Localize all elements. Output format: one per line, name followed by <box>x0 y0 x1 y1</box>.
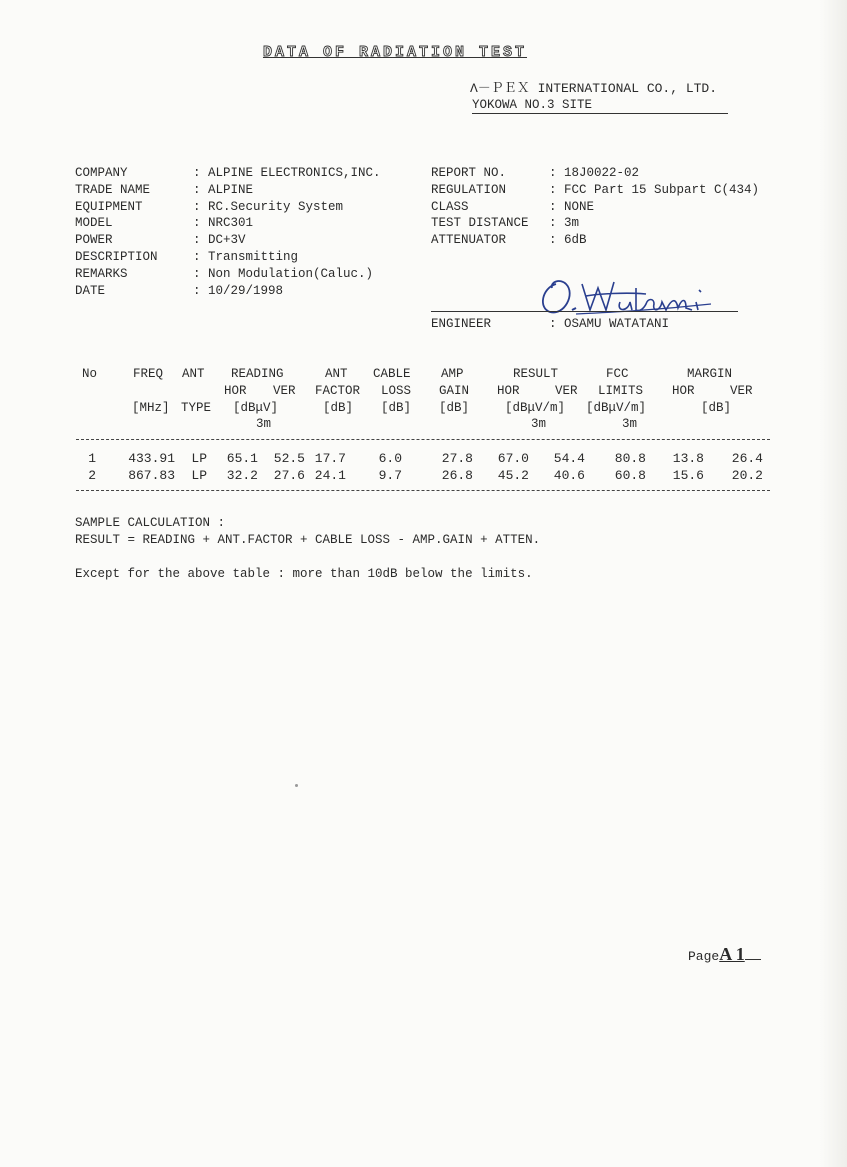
info-value: : NRC301 <box>193 216 254 231</box>
info-key: POWER <box>75 233 113 248</box>
info-row <box>431 215 579 232</box>
header-margin-unit: [dB] <box>701 401 732 415</box>
header-reading-ver: VER <box>273 384 296 398</box>
cell-res-hor: 67.0 <box>497 451 529 466</box>
cell-rd-ver: 52.5 <box>273 451 305 466</box>
cell-no: 2 <box>88 468 96 483</box>
header-fcc-unit: [dBμV/m] <box>586 401 647 415</box>
cell-fcc: 80.8 <box>614 451 646 466</box>
cell-amp: 26.8 <box>441 468 473 483</box>
cell-mg-ver: 26.4 <box>731 451 763 466</box>
info-value: : RC.Security System <box>193 199 344 214</box>
limits-note: Except for the above table : more than 10dB below the limits. <box>75 567 533 581</box>
cell-no: 1 <box>88 451 96 466</box>
info-row <box>431 182 759 199</box>
cell-rd-ver: 27.6 <box>273 468 305 483</box>
header-amp-unit: [dB] <box>439 401 470 415</box>
info-value: : ALPINE <box>193 182 254 197</box>
engineer-name: : OSAMU WATATANI <box>549 317 670 331</box>
page-underline <box>745 959 761 960</box>
header-margin: MARGIN <box>687 367 733 381</box>
info-row <box>75 182 253 199</box>
info-value: : ALPINE ELECTRONICS,INC. <box>193 166 381 180</box>
page-id: A 1 <box>719 944 745 964</box>
info-value: : 10/29/1998 <box>193 283 284 298</box>
info-key: ATTENUATOR <box>431 233 507 248</box>
cell-freq: 867.83 <box>128 468 175 483</box>
info-key: REPORT NO. <box>431 166 507 180</box>
signature-line <box>431 311 738 312</box>
sample-formula: RESULT = READING + ANT.FACTOR + CABLE LOSS - AMP.GAIN + ATTEN. <box>75 533 541 547</box>
cell-res-ver: 40.6 <box>553 468 585 483</box>
header-result-dist: 3m <box>531 417 547 431</box>
cell-ant: LP <box>191 451 207 466</box>
info-row <box>75 232 246 249</box>
info-key: REGULATION <box>431 182 507 197</box>
info-key: MODEL <box>75 216 113 231</box>
cell-res-hor: 45.2 <box>497 468 529 483</box>
header-cable-2: LOSS <box>381 384 412 398</box>
cell-mg-hor: 15.6 <box>672 468 704 483</box>
header-cable-1: CABLE <box>373 367 411 381</box>
scan-speck <box>295 784 298 787</box>
cell-fcc: 60.8 <box>614 468 646 483</box>
info-row <box>431 165 639 182</box>
header-ant-type: TYPE <box>181 401 212 415</box>
info-key: TEST DISTANCE <box>431 216 529 231</box>
header-fcc-1: FCC <box>606 367 629 381</box>
header-reading-unit: [dBμV] <box>233 401 279 415</box>
header-reading-dist: 3m <box>256 417 272 431</box>
info-value: : DC+3V <box>193 233 246 248</box>
info-key: DESCRIPTION <box>75 250 158 264</box>
info-value: : 6dB <box>549 233 587 248</box>
header-result-hor: HOR <box>497 384 520 398</box>
header-ant-factor-2: FACTOR <box>315 384 361 398</box>
cell-cable: 9.7 <box>378 468 402 483</box>
cell-res-ver: 54.4 <box>553 451 585 466</box>
header-result-unit: [dBμV/m] <box>505 401 566 415</box>
header-margin-ver: VER <box>730 384 753 398</box>
header-fcc-2: LIMITS <box>598 384 644 398</box>
test-site: YOKOWA NO.3 SITE <box>472 97 728 114</box>
cell-mg-ver: 20.2 <box>731 468 763 483</box>
info-value: : 3m <box>549 216 580 231</box>
header-amp-2: GAIN <box>439 384 470 398</box>
table-bottom-rule <box>76 490 770 491</box>
engineer-label: ENGINEER <box>431 317 492 331</box>
info-row <box>75 249 298 266</box>
info-row <box>431 232 587 249</box>
info-row <box>75 199 343 216</box>
cell-cable: 6.0 <box>378 451 402 466</box>
info-key: CLASS <box>431 199 469 214</box>
info-value: : FCC Part 15 Subpart C(434) <box>549 182 760 197</box>
header-reading: READING <box>231 367 284 381</box>
cell-amp: 27.8 <box>441 451 473 466</box>
info-key: EQUIPMENT <box>75 199 143 214</box>
info-key: COMPANY <box>75 166 128 180</box>
header-freq-unit: [MHz] <box>132 401 170 415</box>
info-row <box>75 283 283 300</box>
cell-rd-hor: 32.2 <box>226 468 258 483</box>
header-ant-factor-unit: [dB] <box>323 401 354 415</box>
cell-ant-factor: 17.7 <box>314 451 346 466</box>
cell-rd-hor: 65.1 <box>226 451 258 466</box>
header-result: RESULT <box>513 367 559 381</box>
lab-name: Λ－ＰＥＸ INTERNATIONAL CO., LTD. <box>470 81 718 96</box>
info-row <box>75 266 373 283</box>
info-key: TRADE NAME <box>75 182 151 197</box>
header-result-ver: VER <box>555 384 578 398</box>
header-ant-factor-1: ANT <box>325 367 348 381</box>
header-fcc-dist: 3m <box>622 417 638 431</box>
cell-ant-factor: 24.1 <box>314 468 346 483</box>
header-no: No <box>82 367 98 381</box>
info-value: : NONE <box>549 199 595 214</box>
header-cable-unit: [dB] <box>381 401 412 415</box>
scan-edge-shadow <box>820 0 847 1167</box>
cell-freq: 433.91 <box>128 451 175 466</box>
header-amp-1: AMP <box>441 367 464 381</box>
info-value: : 18J0022-02 <box>549 166 640 180</box>
info-row <box>75 165 381 182</box>
header-reading-hor: HOR <box>224 384 247 398</box>
info-key: DATE <box>75 283 106 298</box>
info-key: REMARKS <box>75 266 128 281</box>
info-value: : Transmitting <box>193 250 299 264</box>
document-title: DATA OF RADIATION TEST <box>262 44 528 61</box>
header-margin-hor: HOR <box>672 384 695 398</box>
cell-ant: LP <box>191 468 207 483</box>
info-row <box>75 215 253 232</box>
header-freq: FREQ <box>133 367 164 381</box>
header-ant: ANT <box>182 367 205 381</box>
page-label: Page <box>688 949 720 964</box>
table-top-rule <box>76 439 770 440</box>
page-number <box>688 944 761 965</box>
cell-mg-hor: 13.8 <box>672 451 704 466</box>
sample-heading: SAMPLE CALCULATION : <box>75 516 226 530</box>
info-value: : Non Modulation(Caluc.) <box>193 266 374 281</box>
info-row <box>431 199 594 216</box>
